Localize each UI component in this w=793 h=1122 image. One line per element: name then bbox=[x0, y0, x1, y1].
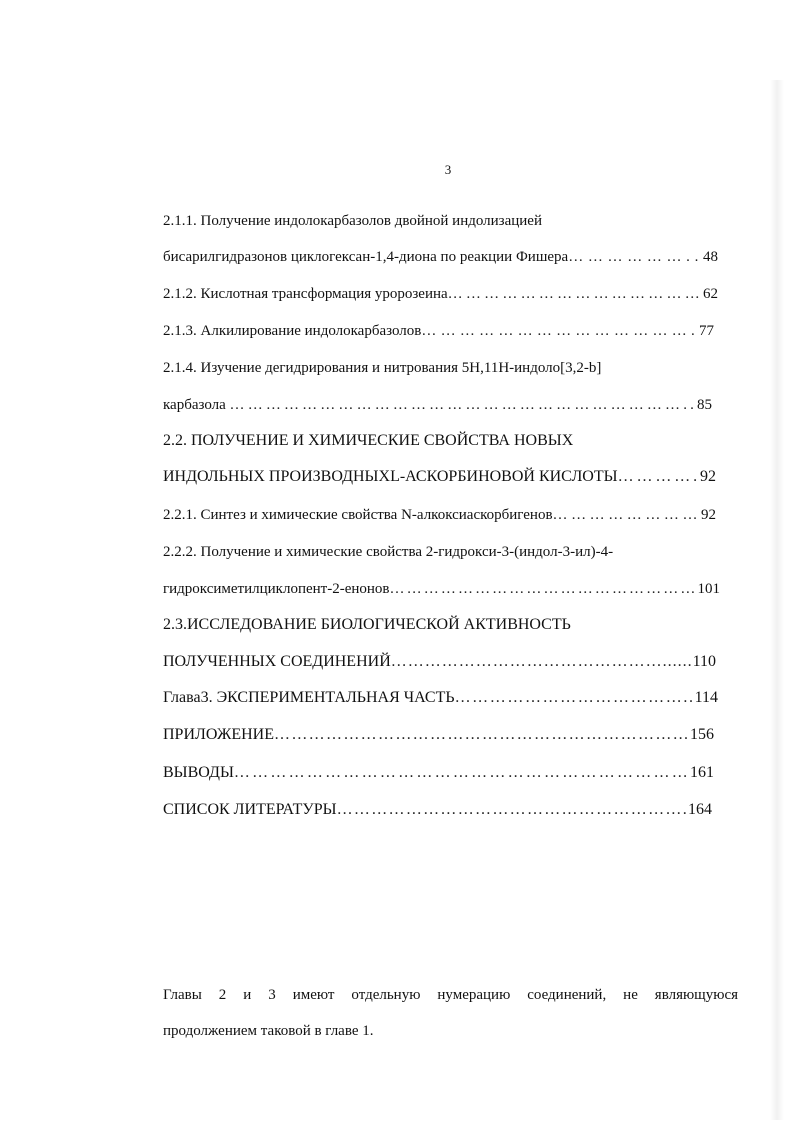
toc-entry bbox=[163, 580, 720, 598]
toc-entry-title: СПИСОК ЛИТЕРАТУРЫ bbox=[163, 801, 337, 818]
toc-page-number: 48 bbox=[703, 249, 718, 265]
scan-edge-shadow bbox=[770, 80, 784, 1120]
toc-entry-title: Глава3. ЭКСПЕРИМЕНТАЛЬНАЯ ЧАСТЬ bbox=[163, 689, 455, 706]
toc-leader-dots: ……………………………………. bbox=[421, 323, 699, 339]
toc-leader-dots: ………………………………………………………………… bbox=[233, 764, 690, 781]
toc-entry bbox=[163, 248, 718, 266]
toc-entry bbox=[163, 432, 573, 450]
toc-entry-title: ВЫВОДЫ bbox=[163, 764, 234, 781]
toc-page-number: 92 bbox=[701, 507, 716, 523]
toc-entry-title: 2.2.1. Синтез и химические свойства N-алкоксиаскорбигенов bbox=[163, 507, 553, 523]
toc-entry-title: 2.3.ИССЛЕДОВАНИЕ БИОЛОГИЧЕСКОЙ АКТИВНОСТЬ bbox=[163, 616, 571, 633]
toc-entry bbox=[163, 689, 718, 707]
toc-entry bbox=[163, 764, 714, 782]
toc-entry-title: карбазола bbox=[163, 397, 230, 413]
toc-leader-dots: …………………… bbox=[552, 507, 701, 523]
note-line-1: Главы 2 и 3 имеют отдельную нумерацию соединений, не являющуюся bbox=[163, 987, 738, 1003]
toc-entry-title: ИНДОЛЬНЫХ ПРОИЗВОДНЫХL-АСКОРБИНОВОЙ КИСЛОТЫ bbox=[163, 468, 618, 485]
toc-entry bbox=[163, 468, 716, 486]
toc-entry-title: 2.2.2. Получение и химические свойства 2-гидрокси-3-(индол-3-ил)-4- bbox=[163, 544, 614, 560]
toc-entry bbox=[163, 801, 712, 819]
toc-entry-title: ПОЛУЧЕННЫХ СОЕДИНЕНИЙ bbox=[163, 653, 391, 670]
toc-entry bbox=[163, 285, 718, 303]
toc-leader-dots: ……………………………………………………………… bbox=[274, 726, 690, 743]
toc-page-number: 92 bbox=[700, 468, 716, 485]
toc-page-number: 85 bbox=[697, 397, 712, 413]
toc-entry bbox=[163, 322, 714, 340]
toc-entry-title: бисарилгидразонов циклогексан-1,4-диона по реакции Фишера bbox=[163, 249, 569, 265]
toc-entry-title: гидроксиметилциклопент-2-енонов bbox=[163, 581, 390, 597]
toc-leader-dots: ……………………………………………………. bbox=[336, 801, 688, 818]
toc-entry-title: 2.1.4. Изучение дегидрирования и нитрования 5H,11H-индоло[3,2-b] bbox=[163, 360, 602, 376]
toc-leader-dots: ………………………………………………………………….. bbox=[229, 397, 697, 413]
toc-entry bbox=[163, 653, 716, 671]
toc-page-number: 161 bbox=[690, 764, 714, 781]
toc-entry bbox=[163, 506, 716, 524]
toc-entry bbox=[163, 359, 601, 377]
toc-entry bbox=[163, 616, 571, 634]
toc-leader-dots: ……………………………………………… bbox=[389, 581, 698, 597]
toc-entry-title: 2.1.3. Алкилирование индолокарбазолов bbox=[163, 323, 422, 339]
toc-entry-title: 2.1.2. Кислотная трансформация уророзеина bbox=[163, 286, 448, 302]
toc-entry bbox=[163, 726, 714, 744]
toc-page-number: 164 bbox=[688, 801, 712, 818]
toc-page-number: 101 bbox=[697, 581, 720, 597]
toc-entry-title: ПРИЛОЖЕНИЕ bbox=[163, 726, 275, 743]
toc-leader-dots: ……………….. bbox=[568, 249, 703, 265]
toc-page-number: 62 bbox=[703, 286, 718, 302]
toc-entry bbox=[163, 212, 542, 230]
toc-leader-dots: …………………………………………...... bbox=[390, 653, 693, 670]
toc-entry bbox=[163, 543, 613, 561]
toc-entry-title: 2.1.1. Получение индолокарбазолов двойной индолизацией bbox=[163, 213, 542, 229]
toc-leader-dots: …………. bbox=[617, 468, 700, 485]
toc-page-number: 114 bbox=[694, 689, 718, 706]
note-line-2: продолжением таковой в главе 1. bbox=[163, 1023, 374, 1039]
page-number: 3 bbox=[444, 162, 452, 177]
toc-entry-title: 2.2. ПОЛУЧЕНИЕ И ХИМИЧЕСКИЕ СВОЙСТВА НОВЫХ bbox=[163, 432, 574, 449]
toc-entry bbox=[163, 396, 712, 414]
toc-leader-dots: …………………………………… bbox=[447, 286, 703, 302]
toc-page-number: 77 bbox=[699, 323, 714, 339]
toc-leader-dots: ………………………………….. bbox=[454, 689, 695, 706]
toc-page-number: 156 bbox=[690, 726, 714, 743]
toc-page-number: 110 bbox=[692, 653, 716, 670]
